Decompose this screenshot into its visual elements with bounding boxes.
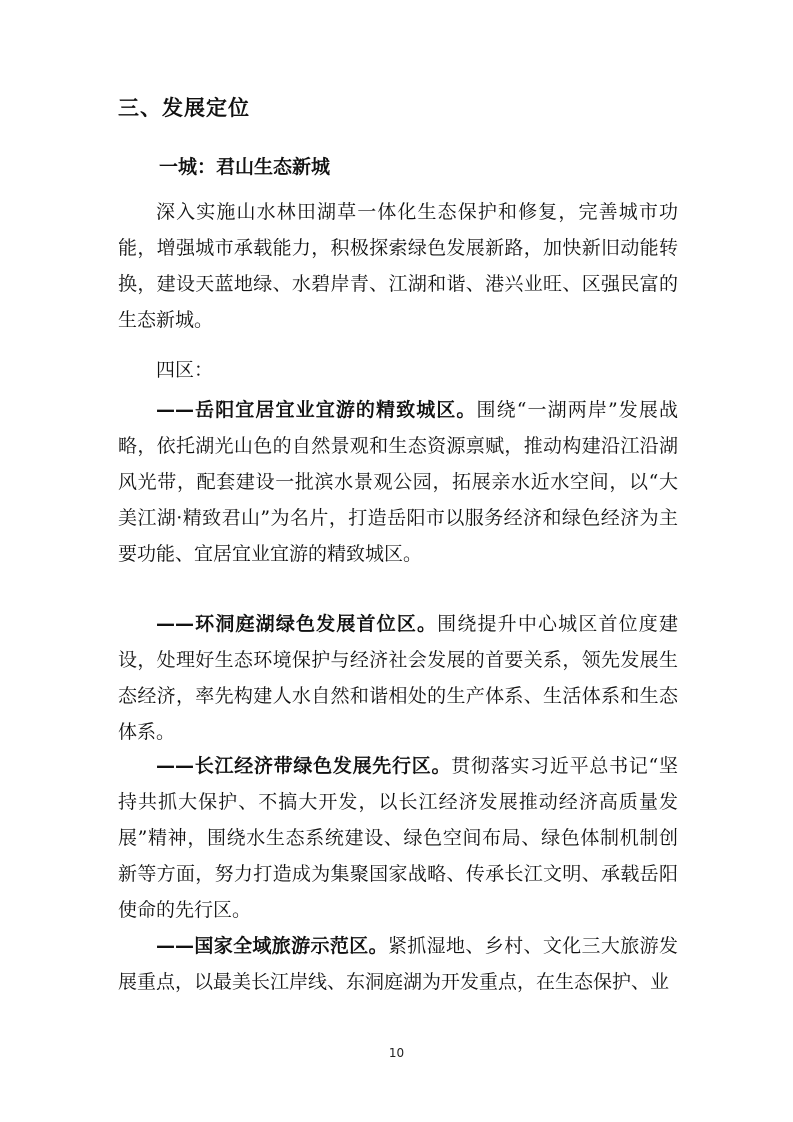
zone-body-1: 围绕“一湖两岸”发展战略，依托湖光山色的自然景观和生态资源禀赋，推动构建沿江沿湖风光带，配套建设一批滨水景观公园，拓展亲水近水空间，以“大美江湖·精致君山”为名片，打造岳阳市以服务经济和绿色经济为主要功能、宜居宜业宜游的精致城区。 [118, 399, 678, 565]
zone-paragraph-4 [118, 928, 678, 1000]
zone-lead-2: ——环洞庭湖绿色发展首位区。 [156, 613, 438, 635]
zone-paragraph-2 [118, 606, 678, 750]
zone-paragraph-1 [118, 392, 678, 572]
one-city-body: 深入实施山水林田湖草一体化生态保护和修复，完善城市功能，增强城市承载能力，积极探索绿色发展新路，加快新旧动能转换，建设天蓝地绿、水碧岸青、江湖和谐、港兴业旺、区强民富的生态新城。 [118, 201, 678, 331]
section-heading: 三、发展定位 [118, 96, 250, 120]
zone-body-2: 围绕提升中心城区首位度建设，处理好生态环境保护与经济社会发展的首要关系，领先发展生态经济，率先构建人水自然和谐相处的生产体系、生活体系和生态体系。 [118, 613, 678, 743]
zone-body-3: 贯彻落实习近平总书记“坚持共抓大保护、不搞大开发，以长江经济发展推动经济高质量发展”精神，围绕水生态系统建设、绿色空间布局、绿色体制机制创新等方面，努力打造成为集聚国家战略、传承长江文明、承载岳阳使命的先行区。 [118, 755, 678, 921]
zone-body-4: 紧抓湿地、乡村、文化三大旅游发展重点，以最美长江岸线、东洞庭湖为开发重点，在生态保护、业 [118, 935, 678, 993]
zone-paragraph-3 [118, 748, 678, 928]
zone-lead-4: ——国家全域旅游示范区。 [156, 935, 388, 957]
zone-lead-3: ——长江经济带绿色发展先行区。 [156, 755, 452, 777]
page-number: 10 [388, 1046, 405, 1060]
one-city-heading: 一城：君山生态新城 [159, 156, 331, 178]
zone-lead-1: ——岳阳宜居宜业宜游的精致城区。 [156, 399, 477, 421]
one-city-paragraph [118, 194, 678, 338]
four-zones-heading-paragraph [118, 352, 678, 388]
four-zones-heading: 四区： [156, 359, 214, 381]
